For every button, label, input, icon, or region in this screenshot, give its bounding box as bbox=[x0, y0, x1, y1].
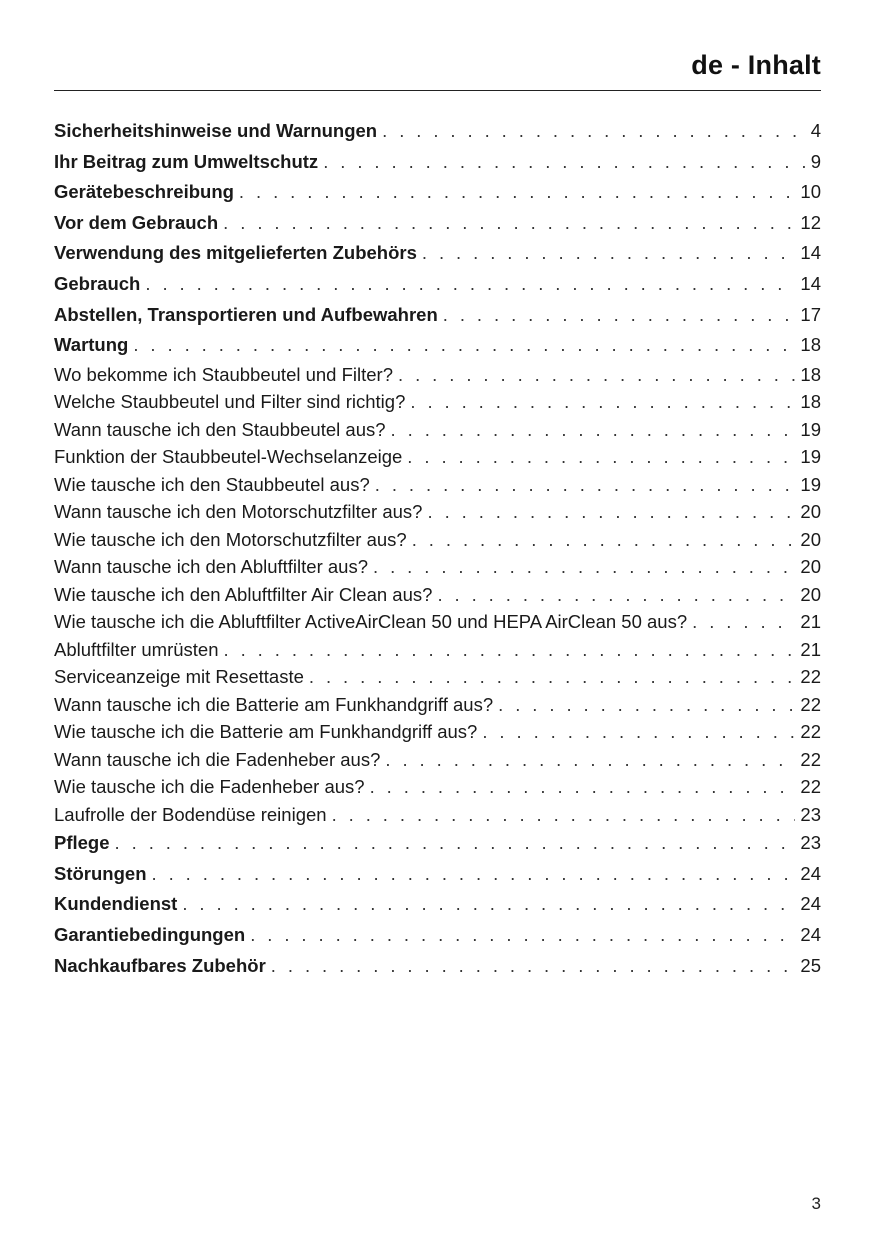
toc-entry[interactable] bbox=[54, 951, 821, 982]
toc-entry-page: 17 bbox=[800, 303, 821, 325]
toc-entry-title: Ihr Beitrag zum Umweltschutz bbox=[54, 150, 319, 172]
toc-entry[interactable] bbox=[54, 269, 821, 300]
toc-entry-page: 23 bbox=[800, 832, 821, 854]
toc-entry-title: Abluftfilter umrüsten bbox=[54, 638, 219, 660]
toc-entry-title: Wann tausche ich den Staubbeutel aus? bbox=[54, 418, 386, 440]
table-of-contents bbox=[54, 116, 821, 981]
dot-leader bbox=[182, 889, 795, 920]
dot-leader bbox=[373, 553, 795, 581]
toc-entry[interactable] bbox=[54, 859, 821, 890]
toc-entry[interactable] bbox=[54, 416, 821, 444]
dot-leader bbox=[115, 828, 796, 859]
dot-leader bbox=[370, 773, 796, 801]
toc-entry[interactable] bbox=[54, 300, 821, 331]
toc-entry-title: Störungen bbox=[54, 862, 147, 884]
toc-entry-page: 25 bbox=[800, 954, 821, 976]
toc-entry-title: Wie tausche ich die Abluftfilter ActiveAirClean 50 und HEPA AirClean 50 aus? bbox=[54, 611, 688, 633]
toc-entry-page: 18 bbox=[800, 363, 821, 385]
toc-entry[interactable] bbox=[54, 608, 821, 636]
toc-entry[interactable] bbox=[54, 889, 821, 920]
dot-leader bbox=[385, 746, 795, 774]
dot-leader bbox=[498, 691, 795, 719]
toc-entry-page: 18 bbox=[800, 391, 821, 413]
toc-entry[interactable] bbox=[54, 773, 821, 801]
toc-entry[interactable] bbox=[54, 581, 821, 609]
toc-entry-title: Wie tausche ich die Fadenheber aus? bbox=[54, 776, 365, 798]
dot-leader bbox=[692, 608, 795, 636]
toc-entry-page: 19 bbox=[800, 473, 821, 495]
dot-leader bbox=[250, 920, 795, 951]
toc-entry-title: Wann tausche ich den Abluftfilter aus? bbox=[54, 556, 369, 578]
dot-leader bbox=[482, 718, 795, 746]
toc-entry-title: Funktion der Staubbeutel-Wechselanzeige bbox=[54, 446, 403, 468]
toc-entry[interactable] bbox=[54, 147, 821, 178]
toc-entry-title: Welche Staubbeutel und Filter sind richtig? bbox=[54, 391, 406, 413]
dot-leader bbox=[332, 801, 796, 829]
toc-entry-page: 14 bbox=[800, 272, 821, 294]
toc-entry-title: Wie tausche ich den Abluftfilter Air Clean aus? bbox=[54, 583, 433, 605]
toc-entry-title: Abstellen, Transportieren und Aufbewahren bbox=[54, 303, 438, 325]
toc-entry-title: Wo bekomme ich Staubbeutel und Filter? bbox=[54, 363, 394, 385]
toc-entry[interactable] bbox=[54, 691, 821, 719]
toc-entry-page: 12 bbox=[800, 211, 821, 233]
toc-entry-page: 19 bbox=[800, 418, 821, 440]
dot-leader bbox=[271, 951, 796, 982]
dot-leader bbox=[427, 498, 795, 526]
toc-entry[interactable] bbox=[54, 443, 821, 471]
toc-entry[interactable] bbox=[54, 238, 821, 269]
toc-entry-page: 10 bbox=[800, 181, 821, 203]
toc-entry-page: 20 bbox=[800, 583, 821, 605]
dot-leader bbox=[422, 238, 796, 269]
toc-entry-page: 20 bbox=[800, 528, 821, 550]
toc-entry-title: Vor dem Gebrauch bbox=[54, 211, 219, 233]
toc-entry-title: Nachkaufbares Zubehör bbox=[54, 954, 266, 976]
dot-leader bbox=[410, 388, 795, 416]
toc-entry-title: Wie tausche ich den Staubbeutel aus? bbox=[54, 473, 370, 495]
toc-entry-page: 9 bbox=[810, 150, 821, 172]
dot-leader bbox=[152, 859, 796, 890]
toc-entry-title: Wie tausche ich die Batterie am Funkhandgriff aus? bbox=[54, 721, 478, 743]
toc-entry-page: 18 bbox=[800, 334, 821, 356]
dot-leader bbox=[412, 526, 796, 554]
dot-leader bbox=[391, 416, 796, 444]
toc-entry-page: 22 bbox=[800, 693, 821, 715]
dot-leader bbox=[398, 361, 795, 389]
dot-leader bbox=[382, 116, 806, 147]
toc-entry-page: 14 bbox=[800, 242, 821, 264]
toc-entry-page: 22 bbox=[800, 776, 821, 798]
dot-leader bbox=[309, 663, 796, 691]
toc-entry[interactable] bbox=[54, 718, 821, 746]
toc-entry[interactable] bbox=[54, 801, 821, 829]
dot-leader bbox=[239, 177, 796, 208]
toc-entry[interactable] bbox=[54, 920, 821, 951]
toc-entry-title: Kundendienst bbox=[54, 893, 178, 915]
toc-entry-title: Wartung bbox=[54, 334, 129, 356]
toc-entry-page: 23 bbox=[800, 803, 821, 825]
toc-entry-page: 4 bbox=[810, 120, 821, 141]
toc-entry[interactable] bbox=[54, 208, 821, 239]
toc-entry[interactable] bbox=[54, 636, 821, 664]
page-number: 3 bbox=[811, 1194, 821, 1213]
toc-entry[interactable] bbox=[54, 828, 821, 859]
toc-entry-title: Serviceanzeige mit Resettaste bbox=[54, 666, 304, 688]
toc-entry[interactable] bbox=[54, 330, 821, 361]
toc-entry-page: 20 bbox=[800, 556, 821, 578]
toc-entry[interactable] bbox=[54, 361, 821, 389]
dot-leader bbox=[437, 581, 795, 609]
toc-entry-title: Wann tausche ich die Batterie am Funkhandgriff aus? bbox=[54, 693, 494, 715]
dot-leader bbox=[375, 471, 796, 499]
toc-entry-title: Wie tausche ich den Motorschutzfilter aus? bbox=[54, 528, 407, 550]
dot-leader bbox=[145, 269, 795, 300]
toc-entry-title: Gerätebeschreibung bbox=[54, 181, 234, 203]
dot-leader bbox=[224, 636, 796, 664]
toc-entry-title: Verwendung des mitgelieferten Zubehörs bbox=[54, 242, 417, 264]
dot-leader bbox=[133, 330, 795, 361]
toc-entry[interactable] bbox=[54, 498, 821, 526]
toc-entry-page: 22 bbox=[800, 721, 821, 743]
toc-entry-page: 21 bbox=[800, 638, 821, 660]
toc-entry-page: 24 bbox=[800, 862, 821, 884]
dot-leader bbox=[223, 208, 795, 239]
toc-entry-title: Wann tausche ich den Motorschutzfilter aus? bbox=[54, 501, 423, 523]
toc-entry-title: Sicherheitshinweise und Warnungen bbox=[54, 120, 378, 141]
toc-entry[interactable] bbox=[54, 388, 821, 416]
dot-leader bbox=[443, 300, 796, 331]
toc-entry[interactable] bbox=[54, 663, 821, 691]
toc-entry[interactable] bbox=[54, 553, 821, 581]
toc-entry[interactable] bbox=[54, 116, 821, 147]
toc-entry-title: Pflege bbox=[54, 832, 110, 854]
page-title: de - Inhalt bbox=[691, 50, 821, 80]
page-header bbox=[54, 48, 821, 91]
toc-entry-title: Gebrauch bbox=[54, 272, 141, 294]
toc-entry[interactable] bbox=[54, 746, 821, 774]
toc-entry-title: Wann tausche ich die Fadenheber aus? bbox=[54, 748, 381, 770]
toc-entry-page: 24 bbox=[800, 893, 821, 915]
dot-leader bbox=[407, 443, 795, 471]
toc-entry-page: 24 bbox=[800, 924, 821, 946]
toc-entry-title: Laufrolle der Bodendüse reinigen bbox=[54, 803, 327, 825]
toc-entry-page: 22 bbox=[800, 666, 821, 688]
toc-entry-page: 21 bbox=[800, 611, 821, 633]
dot-leader bbox=[323, 147, 806, 178]
toc-entry-page: 20 bbox=[800, 501, 821, 523]
toc-entry-page: 19 bbox=[800, 446, 821, 468]
toc-entry[interactable] bbox=[54, 177, 821, 208]
toc-entry[interactable] bbox=[54, 471, 821, 499]
toc-entry-page: 22 bbox=[800, 748, 821, 770]
toc-entry[interactable] bbox=[54, 526, 821, 554]
toc-entry-title: Garantiebedingungen bbox=[54, 924, 246, 946]
